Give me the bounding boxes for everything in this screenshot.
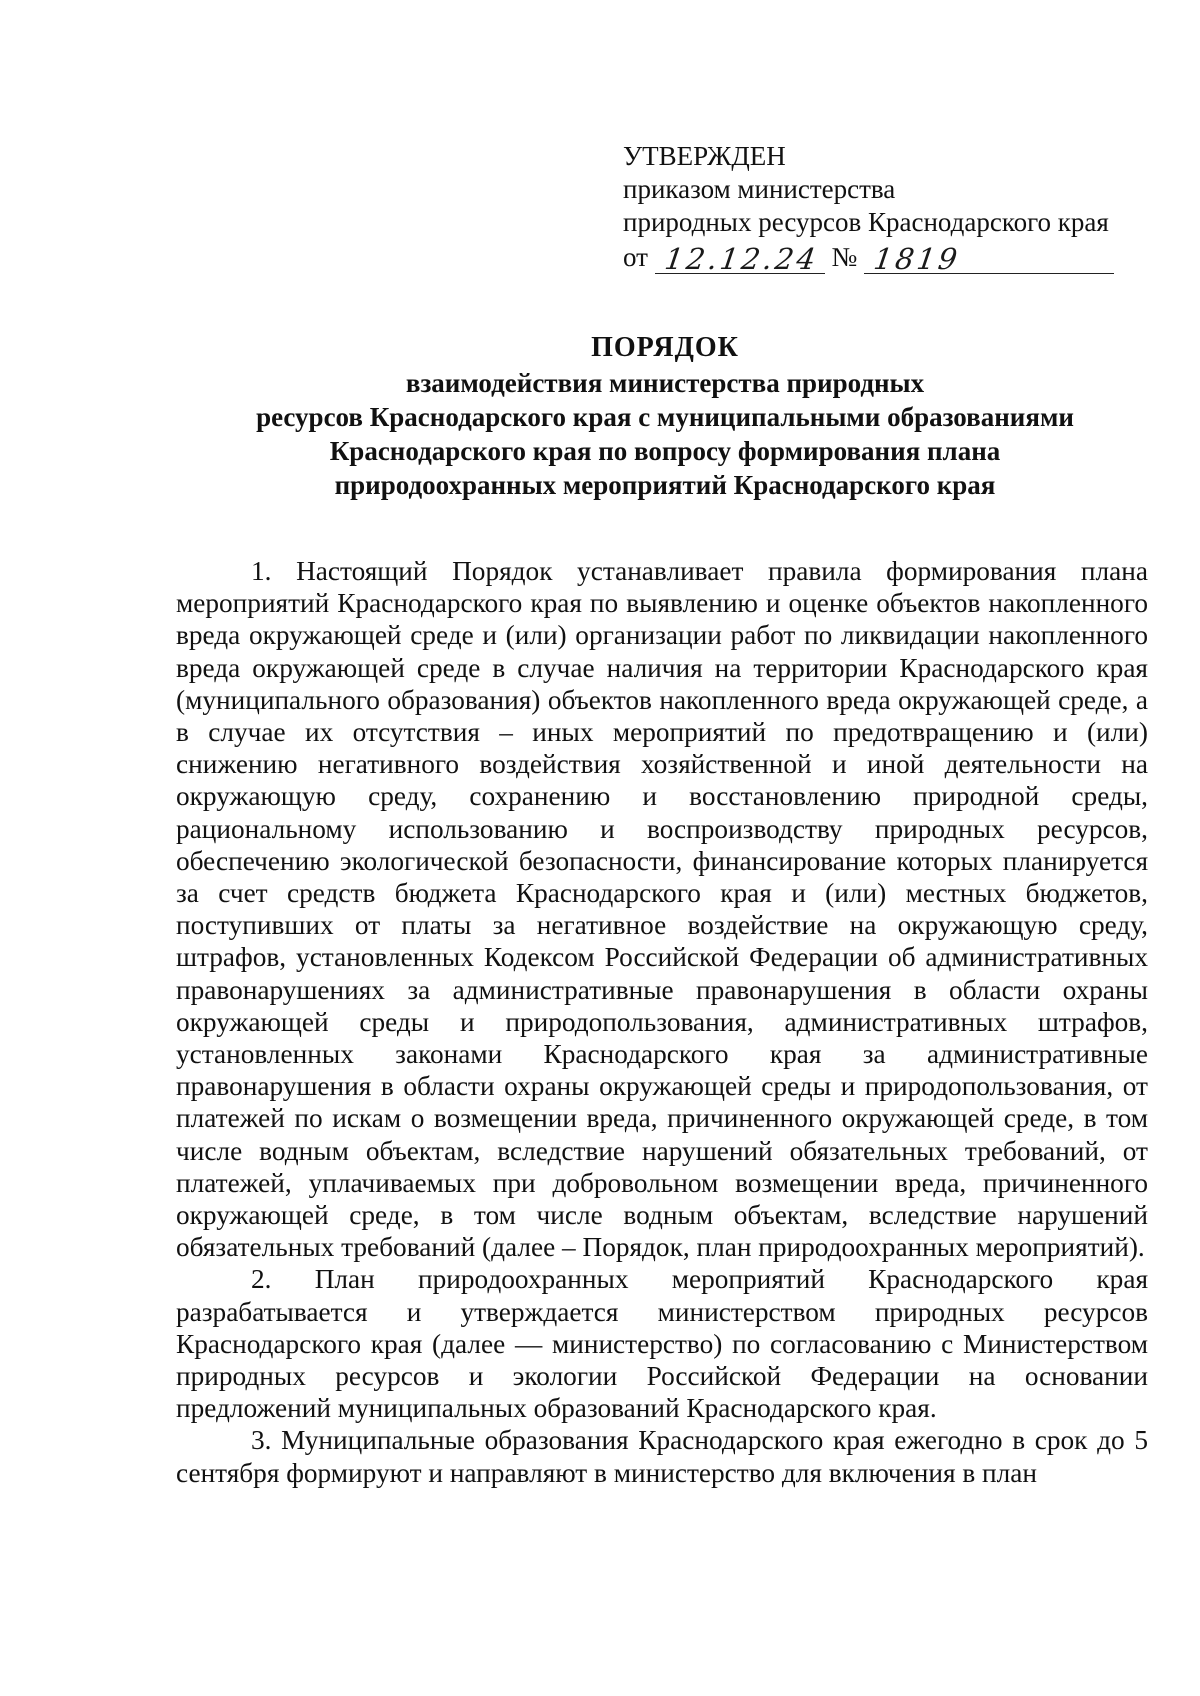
order-date-number [623, 241, 1143, 281]
paragraph-1: 1. Настоящий Порядок устанавливает правила формирования плана мероприятий Краснодарского края по выявлению и оценке объектов накопленного вреда окружающей среде и (или) организации работ по ликвидации накопленного вреда окружающей среде в случае наличия на территории Краснодарского края (муниципального образования) объектов накопленного вреда окружающей среде, а в случае их отсутствия – иных мероприятий по предотвращению и (или) снижению негативного воздействия хозяйственной и иной деятельности на окружающую среду, сохранению и восстановлению природной среды, рациональному использованию и воспроизводству природных ресурсов, обеспечению экологической безопасности, финансирование которых планируется за счет средств бюджета Краснодарского края и (или) местных бюджетов, поступивших от платы за негативное воздействие на окружающую среду, штрафов, установленных Кодексом Российской Федерации об административных правонарушениях за административные правонарушения в области охраны окружающей среды и природопользования, административных штрафов, установленных законами Краснодарского края за административные правонарушения в области охраны окружающей среды и природопользования, от платежей по искам о возмещении вреда, причиненного окружающей среде, в том числе водным объектам, вследствие нарушений обязательных требований, от платежей, уплачиваемых при добровольном возмещении вреда, причиненного окружающей среде, в том числе водным объектам, вследствие нарушений обязательных требований (далее – Порядок, план природоохранных мероприятий). [176, 556, 1148, 1263]
document-title [180, 330, 1150, 502]
date-prefix: от [623, 242, 648, 272]
title-line-1: взаимодействия министерства природных [405, 368, 925, 398]
approval-line-1: приказом министерства [623, 174, 896, 204]
paragraph-3: 3. Муниципальные образования Краснодарского края ежегодно в срок до 5 сентября формируют и направляют в министерство для включения в план [176, 1425, 1148, 1488]
number-prefix: № [831, 242, 858, 272]
handwritten-number: 1819 [871, 242, 963, 276]
approval-heading: УТВЕРЖДЕН [623, 141, 786, 171]
approval-stamp [623, 140, 1143, 281]
paragraph-2: 2. План природоохранных мероприятий Краснодарского края разрабатывается и утверждается министерством природных ресурсов Краснодарского края (далее — министерство) по согласованию с Министерством природных ресурсов и экологии Российской Федерации на основании предложений муниципальных образований Краснодарского края. [176, 1264, 1148, 1424]
number-blank [864, 243, 1114, 274]
handwritten-date: 12.12.24 [662, 242, 821, 276]
document-body [176, 555, 1148, 1489]
date-blank [655, 243, 825, 274]
title-line-2: ресурсов Краснодарского края с муниципальными образованиями [256, 402, 1074, 432]
approval-line-2: природных ресурсов Краснодарского края [623, 207, 1109, 237]
title-line-4: природоохранных мероприятий Краснодарского края [334, 470, 996, 500]
title-line-3: Краснодарского края по вопросу формирования плана [329, 436, 1001, 466]
title-main: ПОРЯДОК [591, 332, 739, 363]
